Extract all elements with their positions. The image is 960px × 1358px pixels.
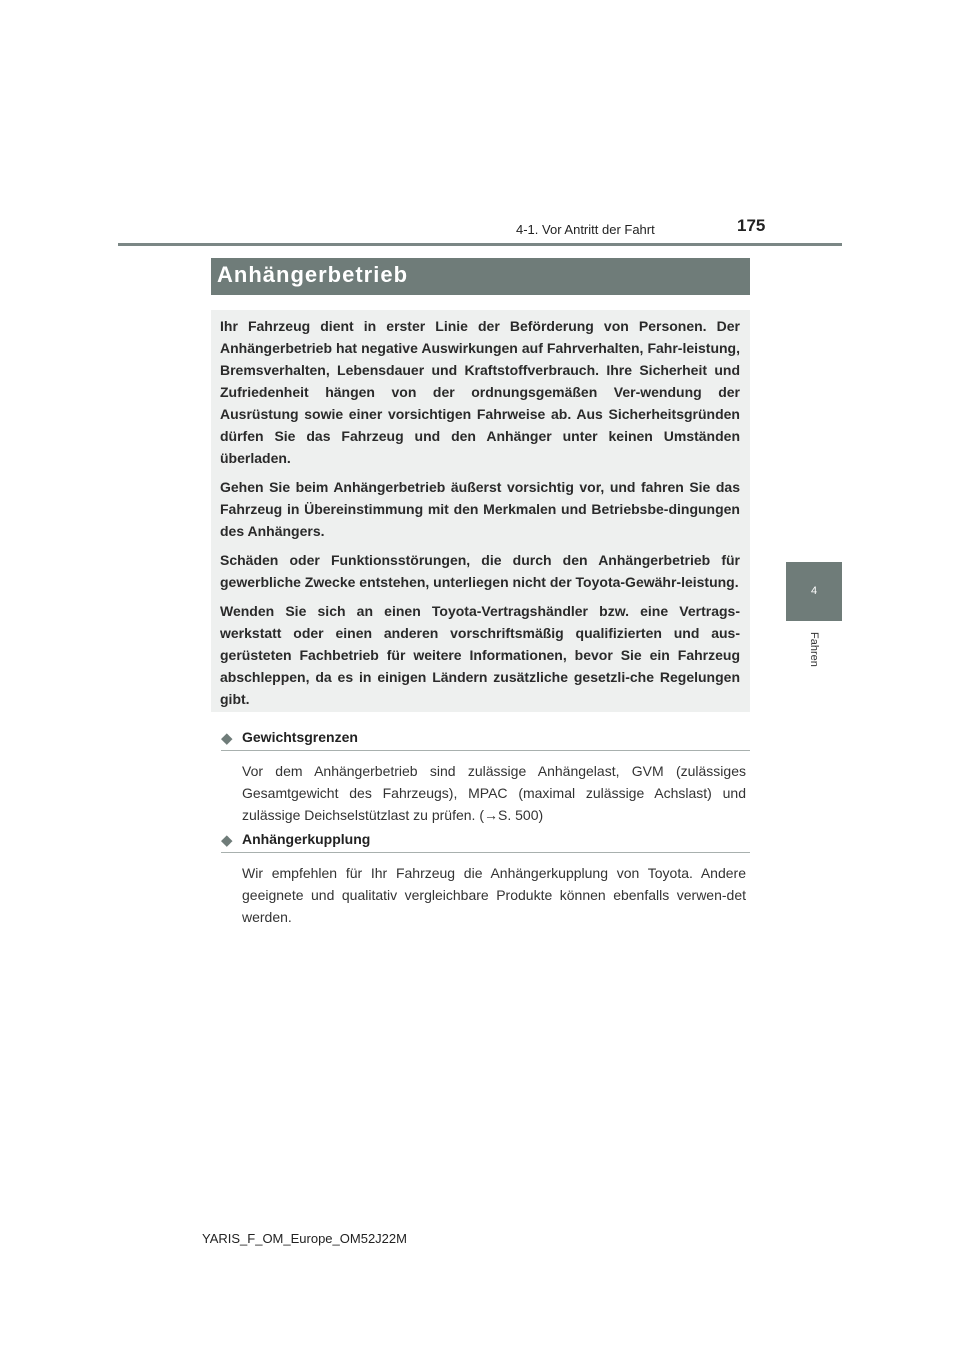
intro-box — [211, 310, 750, 712]
footer-document-code: YARIS_F_OM_Europe_OM52J22M — [202, 1231, 407, 1246]
intro-paragraph: Ihr Fahrzeug dient in erster Linie der Beförderung von Personen. Der Anhängerbetrieb hat negative Auswirkungen auf Fahrverhalten, Fahr-leistung, Bremsverhalten, Lebensdauer und Kraftstoffverbrauch. Ihre Sicherheit und Zufriedenheit hängen von der ordnungsgemäßen Ver-wendung der Ausrüstung sowie einer vorsichtigen Fahrweise ab. Aus Sicherheitsgründen dürfen Sie das Fahrzeug und den Anhänger unter keinen Umständen überladen. — [220, 318, 740, 466]
section-body-trailer-hitch: Wir empfehlen für Ihr Fahrzeug die Anhängerkupplung von Toyota. Andere geeignete und qualitativ vergleichbare Produkte können ebenfalls verwen-det werden. — [242, 865, 746, 925]
header-divider — [118, 243, 842, 246]
chapter-tab — [786, 562, 842, 621]
chapter-label — [786, 630, 842, 678]
section-heading-trailer-hitch — [221, 830, 750, 853]
header-section-title: 4-1. Vor Antritt der Fahrt — [516, 222, 655, 237]
page-title: Anhängerbetrieb — [217, 262, 409, 287]
section-heading-text: Anhängerkupplung — [242, 831, 371, 847]
diamond-bullet-icon: ◆ — [221, 730, 233, 747]
section-body-weight-limits: Vor dem Anhängerbetrieb sind zulässige Anhängelast, GVM (zulässiges Gesamtgewicht des Fahrzeugs), MPAC (maximal zulässige Achslast) und zulässige Deichselstützlast zu prüfen. (→S. 500) — [242, 763, 746, 823]
intro-paragraph: Wenden Sie sich an einen Toyota-Vertragshändler bzw. eine Vertrags-werkstatt oder einen anderen vorschriftsmäßig qualifizierten und aus-gerüsteten Fachbetrieb für weitere Informationen, bevor Sie ein Fahrzeug abschleppen, da es in einigen Ländern zusätzliche gesetzli-che Regelungen gibt. — [220, 603, 740, 707]
page-number: 175 — [737, 216, 766, 235]
intro-paragraph: Schäden oder Funktionsstörungen, die durch den Anhängerbetrieb für gewerbliche Zwecke entstehen, unterliegen nicht der Toyota-Gewähr-leistung. — [220, 552, 740, 590]
diamond-bullet-icon: ◆ — [221, 832, 233, 849]
section-heading-weight-limits — [221, 728, 750, 751]
chapter-number: 4 — [810, 585, 818, 597]
intro-paragraph: Gehen Sie beim Anhängerbetrieb äußerst vorsichtig vor, und fahren Sie das Fahrzeug in Übereinstimmung mit den Merkmalen und Betriebsbe-dingungen des Anhängers. — [220, 479, 740, 539]
section-heading-text: Gewichtsgrenzen — [242, 729, 358, 745]
chapter-label-text: Fahren — [808, 632, 820, 667]
title-bar — [211, 258, 750, 295]
